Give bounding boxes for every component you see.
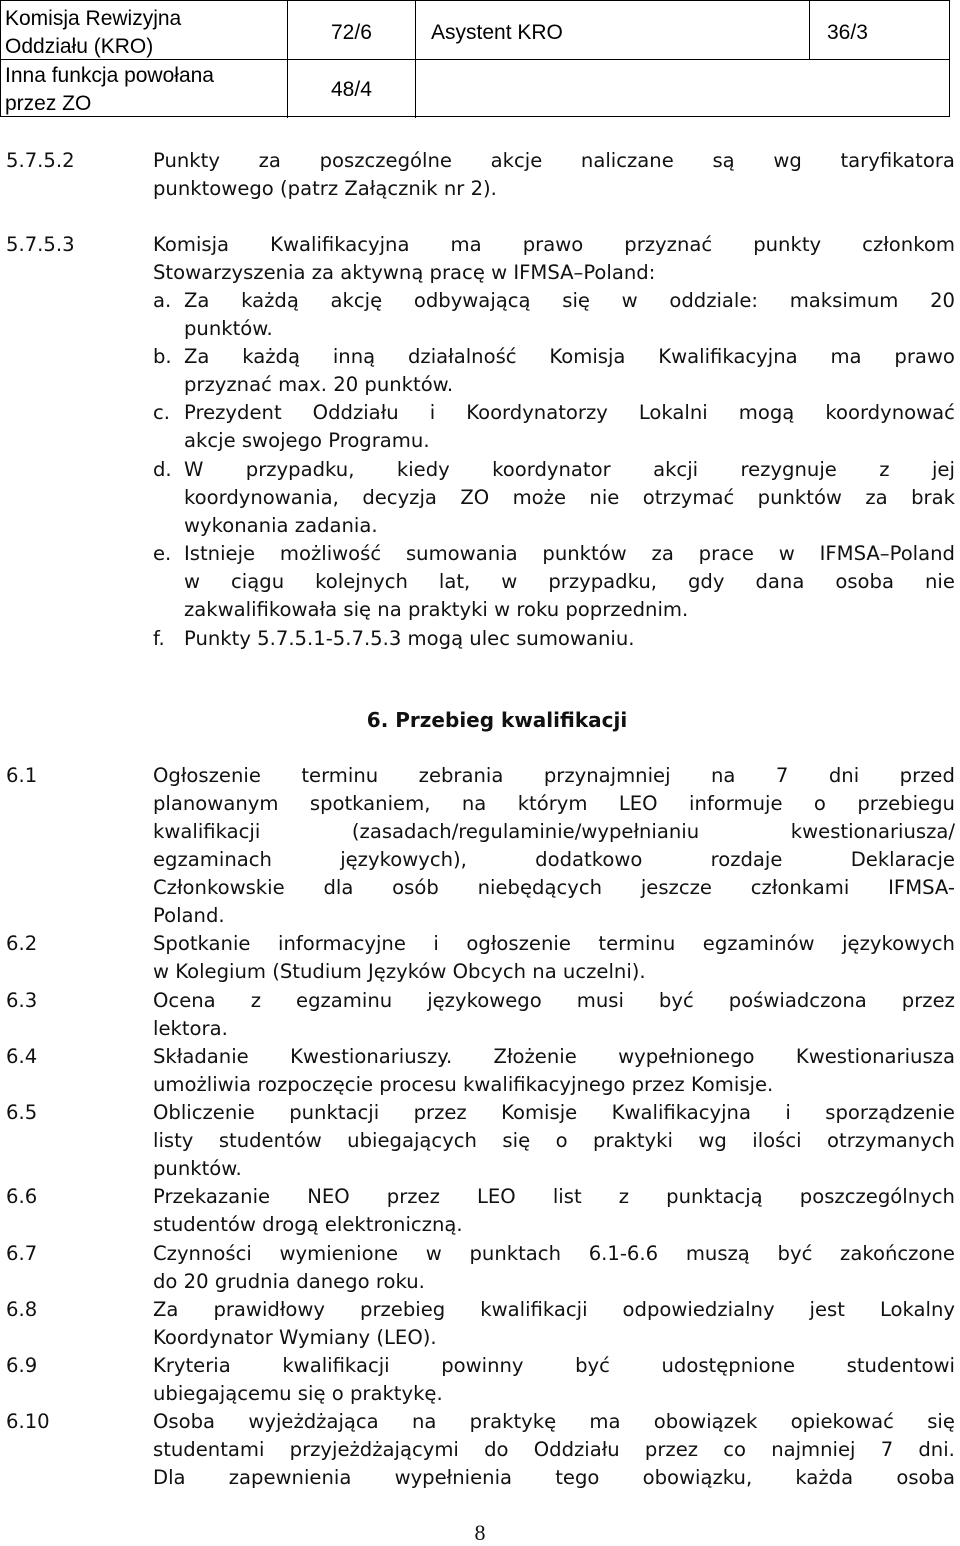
word: zapewnienia bbox=[228, 1466, 352, 1489]
word: może bbox=[512, 486, 567, 509]
word: przez bbox=[644, 1438, 699, 1461]
word: dla bbox=[323, 876, 354, 899]
word: naliczane bbox=[580, 149, 674, 172]
word: ciągu bbox=[231, 570, 285, 593]
word: rozdaje bbox=[710, 848, 783, 871]
word: egzaminów bbox=[702, 932, 815, 955]
word: działalność bbox=[407, 345, 517, 368]
word: Ocena bbox=[153, 989, 216, 1012]
word: się bbox=[502, 1129, 531, 1152]
word: za bbox=[258, 149, 281, 172]
word: NEO bbox=[307, 1185, 350, 1208]
word: opiekować bbox=[790, 1410, 894, 1433]
word: Za bbox=[153, 1298, 179, 1321]
word: muszą bbox=[685, 1242, 750, 1265]
word: Oddziału bbox=[312, 401, 399, 424]
word: IFMSA–Poland bbox=[819, 542, 955, 565]
word: 20 bbox=[930, 289, 955, 312]
word: Kryteria bbox=[153, 1354, 231, 1377]
word: każda bbox=[795, 1466, 854, 1489]
word: kwalifikacji bbox=[153, 820, 261, 843]
word: 6.1-6.6 bbox=[588, 1242, 659, 1265]
word: ubiegających bbox=[347, 1129, 477, 1152]
word: odbywającą bbox=[413, 289, 531, 312]
item-line: studentów drogą elektroniczną. bbox=[153, 1213, 463, 1236]
word: ma bbox=[450, 233, 482, 256]
word: kwalifikacji bbox=[282, 1354, 390, 1377]
item-line: Koordynator Wymiany (LEO). bbox=[153, 1326, 437, 1349]
word: obowiązku, bbox=[642, 1466, 753, 1489]
word: dodatkowo bbox=[535, 848, 643, 871]
header-cell: 36/3 bbox=[827, 21, 868, 44]
word: osoba bbox=[896, 1466, 955, 1489]
word: do bbox=[484, 1438, 509, 1461]
word: powinny bbox=[441, 1354, 524, 1377]
word: praktyki bbox=[593, 1129, 673, 1152]
list-item-line: Punkty 5.7.5.1-5.7.5.3 mogą ulec sumowaniu. bbox=[184, 627, 635, 650]
word: Składanie bbox=[153, 1045, 249, 1068]
word: możliwość bbox=[279, 542, 382, 565]
word: Członkowskie bbox=[153, 876, 285, 899]
word: i bbox=[429, 401, 436, 424]
word: przez bbox=[386, 1185, 440, 1208]
item-line bbox=[153, 1408, 955, 1436]
word: i bbox=[785, 1101, 791, 1124]
word: być bbox=[575, 1354, 610, 1377]
item-number: 6.10 bbox=[6, 1410, 50, 1433]
page-number: 8 bbox=[474, 1520, 486, 1545]
word: i bbox=[433, 932, 439, 955]
list-label: c. bbox=[153, 401, 171, 424]
word: wymienione bbox=[279, 1242, 399, 1265]
word: punktów bbox=[542, 542, 627, 565]
word: inną bbox=[332, 345, 376, 368]
word: językowych), bbox=[340, 848, 467, 871]
word: (zasadach/regulaminie/wypełnianiu bbox=[351, 820, 700, 843]
word: którym bbox=[517, 792, 588, 815]
word: Deklaracje bbox=[850, 848, 955, 871]
word: niebędących bbox=[477, 876, 603, 899]
word: w bbox=[621, 289, 638, 312]
word: Lokalny bbox=[879, 1298, 955, 1321]
list-label: a. bbox=[153, 289, 172, 312]
item-line: punktów. bbox=[153, 1157, 242, 1180]
word: kiedy bbox=[396, 458, 450, 481]
word: przypadku, bbox=[548, 570, 657, 593]
word: Punkty bbox=[153, 149, 220, 172]
list-item-line bbox=[184, 343, 955, 371]
item-number: 6.8 bbox=[6, 1298, 38, 1321]
item-line bbox=[153, 1099, 955, 1127]
word: przez bbox=[413, 1101, 467, 1124]
word: się bbox=[562, 289, 590, 312]
word: językowych bbox=[842, 932, 955, 955]
list-item-line bbox=[184, 540, 955, 568]
word: członkami bbox=[750, 876, 850, 899]
word: nie bbox=[924, 570, 955, 593]
word: wypełnienia bbox=[394, 1466, 513, 1489]
header-cell: Asystent KRO bbox=[431, 21, 563, 44]
item-line: w Kolegium (Studium Języków Obcych na uczelni). bbox=[153, 960, 646, 983]
word: są bbox=[712, 149, 735, 172]
word: spotkaniem, bbox=[309, 792, 431, 815]
word: otrzymać bbox=[642, 486, 735, 509]
word: najmniej bbox=[771, 1438, 856, 1461]
word: na bbox=[461, 792, 487, 815]
word: terminu bbox=[301, 764, 379, 787]
word: obowiązek bbox=[653, 1410, 758, 1433]
word: co bbox=[723, 1438, 746, 1461]
word: wg bbox=[773, 149, 802, 172]
item-line bbox=[153, 818, 955, 846]
word: studentowi bbox=[846, 1354, 955, 1377]
list-label: f. bbox=[153, 627, 165, 650]
word: udostępnione bbox=[661, 1354, 796, 1377]
word: Komisja bbox=[153, 233, 230, 256]
word: studentów bbox=[218, 1129, 322, 1152]
word: Obliczenie bbox=[153, 1101, 255, 1124]
word: kwestionariusza/ bbox=[790, 820, 955, 843]
item-number: 6.6 bbox=[6, 1185, 38, 1208]
list-item-line bbox=[184, 484, 955, 512]
word: za bbox=[865, 486, 888, 509]
list-label: d. bbox=[153, 458, 172, 481]
word: koordynować bbox=[825, 401, 955, 424]
word: egzaminach bbox=[153, 848, 272, 871]
word: każdą bbox=[241, 289, 299, 312]
word: ogłoszenie bbox=[466, 932, 571, 955]
word: wg bbox=[698, 1129, 727, 1152]
word: 7 bbox=[880, 1438, 894, 1461]
word: poświadczona bbox=[728, 989, 867, 1012]
word: lat, bbox=[438, 570, 471, 593]
word: punktach bbox=[469, 1242, 561, 1265]
word: się bbox=[927, 1410, 955, 1433]
section-number: 5.7.5.3 bbox=[6, 233, 75, 256]
word: LEO bbox=[618, 792, 658, 815]
word: dana bbox=[755, 570, 805, 593]
word: Koordynatorzy bbox=[466, 401, 608, 424]
item-number: 6.7 bbox=[6, 1242, 38, 1265]
word: taryfikatora bbox=[840, 149, 955, 172]
word: w bbox=[425, 1242, 442, 1265]
word: W bbox=[184, 458, 204, 481]
word: dni bbox=[828, 764, 860, 787]
word: gdy bbox=[687, 570, 725, 593]
word: Za bbox=[184, 289, 210, 312]
word: Kwalifikacyjna bbox=[270, 233, 410, 256]
item-line bbox=[153, 930, 955, 958]
word: punktacji bbox=[289, 1101, 380, 1124]
word: z bbox=[879, 458, 890, 481]
word: akcji bbox=[653, 458, 699, 481]
word: informuje bbox=[689, 792, 783, 815]
word: ma bbox=[830, 345, 862, 368]
list-item-line bbox=[184, 456, 955, 484]
word: Kwalifikacyjna bbox=[658, 345, 798, 368]
header-table bbox=[0, 0, 950, 117]
word: dni. bbox=[918, 1438, 955, 1461]
word: Spotkanie bbox=[153, 932, 251, 955]
word: prawo bbox=[894, 345, 955, 368]
word: przebieg bbox=[360, 1298, 446, 1321]
word: planowanym bbox=[153, 792, 279, 815]
item-number: 6.2 bbox=[6, 932, 38, 955]
word: zakończone bbox=[840, 1242, 955, 1265]
word: oddziale: bbox=[669, 289, 759, 312]
item-number: 6.1 bbox=[6, 764, 38, 787]
word: koordynowania, bbox=[184, 486, 339, 509]
item-line bbox=[153, 1464, 955, 1492]
word: Za bbox=[184, 345, 210, 368]
word: punktów bbox=[757, 486, 842, 509]
word: brak bbox=[911, 486, 955, 509]
list-item-line: zakwalifikowała się na praktyki w roku poprzednim. bbox=[184, 598, 689, 621]
item-line bbox=[153, 1296, 955, 1324]
item-line bbox=[153, 874, 955, 902]
item-line: do 20 grudnia danego roku. bbox=[153, 1270, 425, 1293]
header-cell: Oddziału (KRO) bbox=[5, 35, 154, 58]
header-cell: 48/4 bbox=[331, 78, 372, 101]
word: za bbox=[651, 542, 674, 565]
list-label: e. bbox=[153, 542, 172, 565]
header-cell: Komisja Rewizyjna bbox=[5, 7, 182, 30]
word: punkty bbox=[753, 233, 822, 256]
word: wyjeżdżająca bbox=[248, 1410, 379, 1433]
word: osoba bbox=[835, 570, 894, 593]
word: poszczególne bbox=[319, 149, 452, 172]
word: Komisja bbox=[549, 345, 626, 368]
list-item-line bbox=[184, 568, 955, 596]
header-cell: Inna funkcja powołana bbox=[5, 64, 214, 87]
word: przyznać bbox=[624, 233, 713, 256]
word: być bbox=[658, 989, 694, 1012]
word: osób bbox=[392, 876, 439, 899]
item-line bbox=[153, 1436, 955, 1464]
item-number: 6.9 bbox=[6, 1354, 38, 1377]
word: Istnieje bbox=[184, 542, 256, 565]
item-line bbox=[153, 846, 955, 874]
word: Oddziału bbox=[533, 1438, 620, 1461]
word: o bbox=[813, 792, 826, 815]
item-line bbox=[153, 1043, 955, 1071]
list-item-line: przyznać max. 20 punktów. bbox=[184, 373, 454, 396]
word: listy bbox=[153, 1129, 194, 1152]
list-item-line: wykonania zadania. bbox=[184, 514, 378, 537]
word: nie bbox=[589, 486, 620, 509]
item-line bbox=[153, 1127, 955, 1155]
item-number: 6.4 bbox=[6, 1045, 38, 1068]
word: musi bbox=[576, 989, 624, 1012]
item-number: 6.5 bbox=[6, 1101, 38, 1124]
word: IFMSA- bbox=[888, 876, 955, 899]
word: sumowania bbox=[405, 542, 518, 565]
word: Dla bbox=[153, 1466, 186, 1489]
paragraph-line: Stowarzyszenia za aktywną pracę w IFMSA–Poland: bbox=[153, 261, 656, 284]
word: każdą bbox=[242, 345, 301, 368]
word: poszczególnych bbox=[799, 1185, 955, 1208]
word: prace bbox=[698, 542, 754, 565]
word: wypełnionego bbox=[618, 1045, 755, 1068]
word: jest bbox=[809, 1298, 845, 1321]
list-item-line: akcje swojego Programu. bbox=[184, 429, 430, 452]
list-label: b. bbox=[153, 345, 172, 368]
word: 7 bbox=[775, 764, 789, 787]
item-line: lektora. bbox=[153, 1017, 228, 1040]
section-number: 5.7.5.2 bbox=[6, 149, 75, 172]
word: Prezydent bbox=[184, 401, 282, 424]
word: zebrania bbox=[418, 764, 504, 787]
word: list bbox=[552, 1185, 582, 1208]
word: przez bbox=[901, 989, 955, 1012]
list-item-line bbox=[184, 287, 955, 315]
word: sporządzenie bbox=[825, 1101, 955, 1124]
table-divider bbox=[809, 1, 810, 60]
paragraph-line bbox=[153, 231, 955, 259]
item-line: ubiegającemu się o praktykę. bbox=[153, 1382, 443, 1405]
word: kolejnych bbox=[315, 570, 408, 593]
item-number: 6.3 bbox=[6, 989, 38, 1012]
word: językowego bbox=[427, 989, 542, 1012]
word: Kwestionariusza bbox=[795, 1045, 955, 1068]
word: decyzja bbox=[362, 486, 437, 509]
header-cell: 72/6 bbox=[331, 21, 372, 44]
word: LEO bbox=[477, 1185, 516, 1208]
word: przynajmniej bbox=[543, 764, 671, 787]
word: ma bbox=[589, 1410, 621, 1433]
word: Czynności bbox=[153, 1242, 252, 1265]
word: Komisje bbox=[501, 1101, 578, 1124]
word: koordynator bbox=[492, 458, 611, 481]
item-line bbox=[153, 762, 955, 790]
word: o bbox=[555, 1129, 568, 1152]
item-line bbox=[153, 1352, 955, 1380]
word: kwalifikacji bbox=[480, 1298, 588, 1321]
word: Kwalifikacyjna bbox=[611, 1101, 751, 1124]
word: informacyjne bbox=[278, 932, 406, 955]
header-cell: przez ZO bbox=[5, 92, 92, 115]
word: Kwestionariuszy. bbox=[290, 1045, 453, 1068]
item-line bbox=[153, 987, 955, 1015]
word: na bbox=[411, 1410, 437, 1433]
word: prawidłowy bbox=[213, 1298, 326, 1321]
list-item-line bbox=[184, 399, 955, 427]
word: ilości bbox=[752, 1129, 802, 1152]
word: przed bbox=[899, 764, 955, 787]
word: Złożenie bbox=[493, 1045, 577, 1068]
word: otrzymanych bbox=[827, 1129, 955, 1152]
item-line: umożliwia rozpoczęcie procesu kwalifikacyjnego przez Komisje. bbox=[153, 1073, 774, 1096]
word: przyjeżdżającymi bbox=[289, 1438, 459, 1461]
word: przypadku, bbox=[245, 458, 355, 481]
item-line bbox=[153, 790, 955, 818]
table-divider bbox=[415, 59, 949, 60]
word: z bbox=[618, 1185, 630, 1208]
word: jej bbox=[931, 458, 955, 481]
word: studentami bbox=[153, 1438, 265, 1461]
section-title: 6. Przebieg kwalifikacji bbox=[366, 708, 628, 732]
word: na bbox=[711, 764, 736, 787]
word: z bbox=[250, 989, 261, 1012]
word: punktacją bbox=[666, 1185, 763, 1208]
word: Przekazanie bbox=[153, 1185, 271, 1208]
word: prawo bbox=[522, 233, 584, 256]
word: Osoba bbox=[153, 1410, 216, 1433]
word: maksimum bbox=[789, 289, 899, 312]
paragraph-line: punktowego (patrz Załącznik nr 2). bbox=[153, 177, 497, 200]
word: ZO bbox=[460, 486, 490, 509]
word: egzaminu bbox=[296, 989, 393, 1012]
word: członkom bbox=[862, 233, 955, 256]
word: przebiegu bbox=[857, 792, 955, 815]
item-line bbox=[153, 1240, 955, 1268]
word: w bbox=[501, 570, 518, 593]
word: terminu bbox=[598, 932, 676, 955]
word: w bbox=[184, 570, 201, 593]
word: akcję bbox=[330, 289, 383, 312]
word: tego bbox=[555, 1466, 600, 1489]
word: rezygnuje bbox=[740, 458, 837, 481]
word: mogą bbox=[738, 401, 795, 424]
paragraph-line bbox=[153, 147, 955, 175]
item-line bbox=[153, 1183, 955, 1211]
word: praktykę bbox=[469, 1410, 557, 1433]
word: jeszcze bbox=[640, 876, 712, 899]
word: Ogłoszenie bbox=[153, 764, 261, 787]
item-line: Poland. bbox=[153, 904, 225, 927]
word: odpowiedzialny bbox=[622, 1298, 775, 1321]
word: Lokalni bbox=[638, 401, 708, 424]
list-item-line: punktów. bbox=[184, 317, 273, 340]
word: być bbox=[777, 1242, 813, 1265]
word: w bbox=[778, 542, 795, 565]
word: akcje bbox=[490, 149, 543, 172]
